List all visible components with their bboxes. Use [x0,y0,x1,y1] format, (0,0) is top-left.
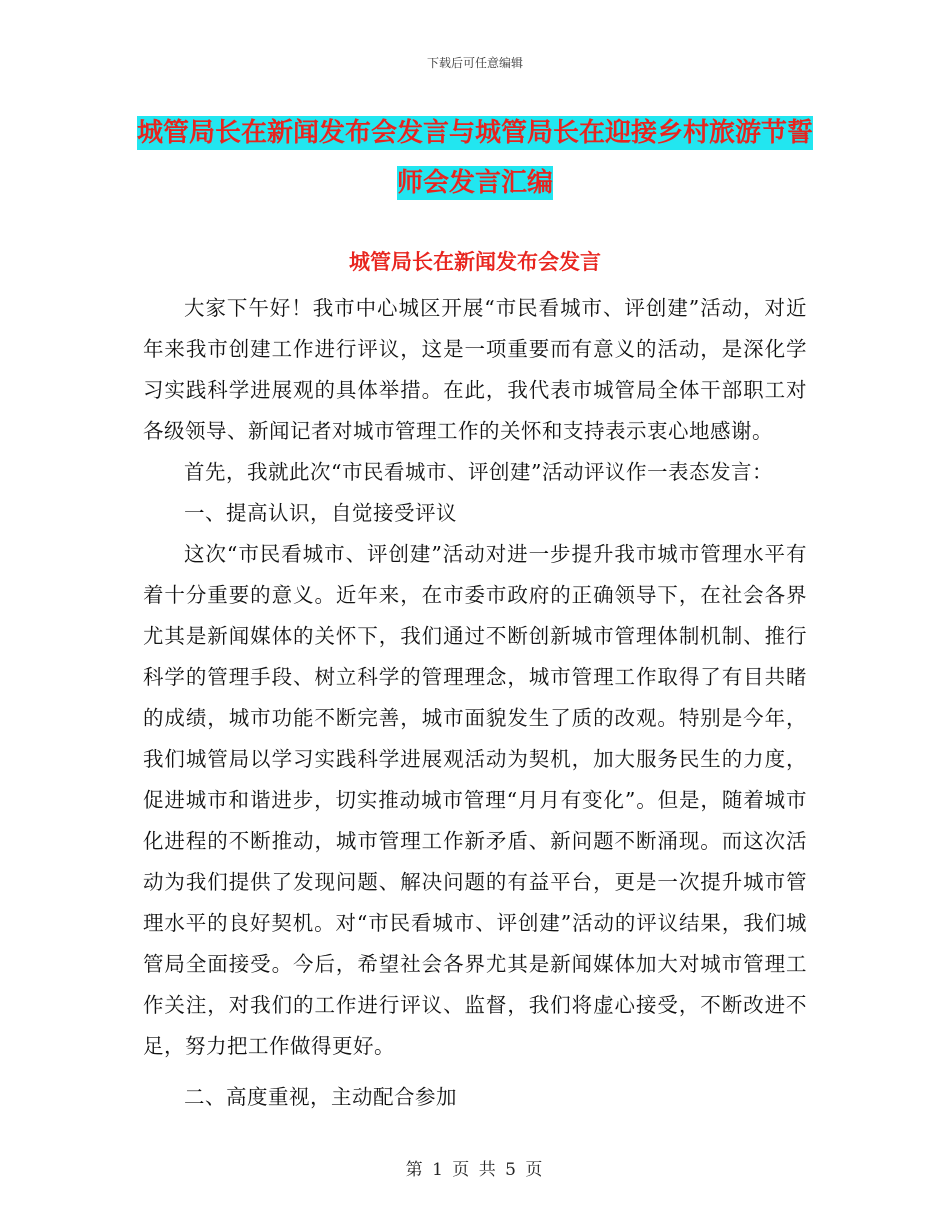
paragraph: 二、高度重视，主动配合参加 [184,1085,457,1109]
header-note: 下载后可任意编辑 [426,56,523,70]
paragraph: 一、提高认识，自觉接受评议 [184,501,457,525]
paragraph: 这次“市民看城市、评创建”活动对进一步提升我市城市管理水平有着十分重要的意义。近年来，在市委市政府的正确领导下，在社会各界尤其是新闻媒体的关怀下，我们通过不断创新城市管理体制机制、推行科学的管理手段、树立科学的管理理念，城市管理工作取得了有目共睹的成绩，城市功能不断完善，城市面貌发生了质的改观。特别是今年，我们城管局以学习实践科学进展观活动为契机，加大服务民生的力度，促进城市和谐进步，切实推动城市管理“月月有变化”。但是，随着城市化进程的不断推动，城市管理工作新矛盾、新问题不断涌现。而这次活动为我们提供了发现问题、解决问题的有益平台，更是一次提升城市管理水平的良好契机。对“市民看城市、评创建”活动的评议结果，我们城管局全面接受。今后，希望社会各界尤其是新闻媒体加大对城市管理工作关注，对我们的工作进行评议、监督，我们将虚心接受，不断改进不足，努力把工作做得更好。 [143,542,807,1058]
body-text [143,288,807,1118]
paragraph: 首先，我就此次“市民看城市、评创建”活动评议作一表态发言： [184,460,773,484]
document-title-text: 城管局长在新闻发布会发言与城管局长在迎接乡村旅游节誓师会发言汇编 [136,118,813,198]
page-number: 第 1 页 共 5 页 [405,1160,545,1180]
paragraph: 大家下午好！我市中心城区开展“市民看城市、评创建”活动，对近年来我市创建工作进行评议，这是一项重要而有意义的活动，是深化学习实践科学进展观的具体举措。在此，我代表市城管局全体干部职工对各级领导、新闻记者对城市管理工作的关怀和支持表示衷心地感谢。 [143,296,807,443]
section-title: 城管局长在新闻发布会发言 [349,250,601,274]
document-title [130,108,820,208]
